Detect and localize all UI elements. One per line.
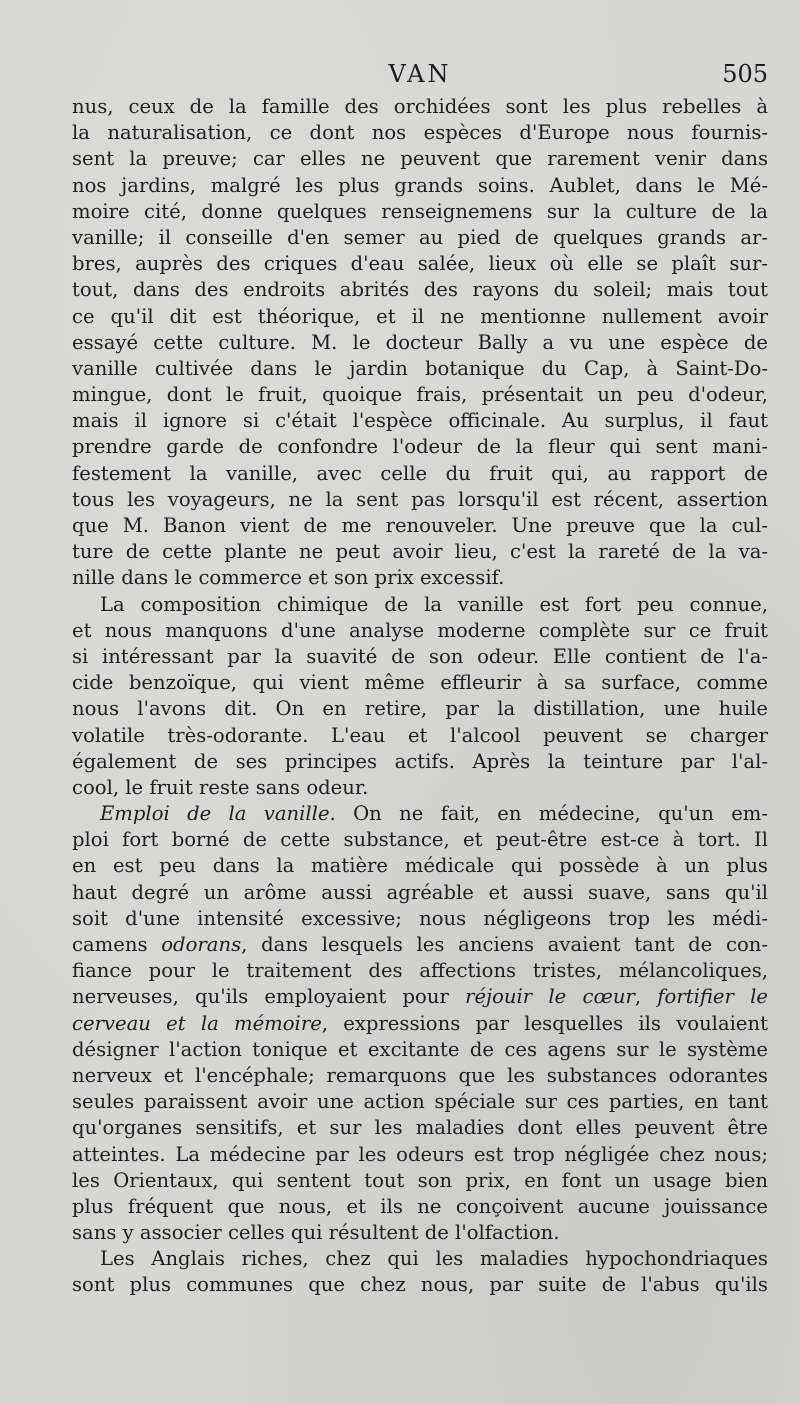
text-line: sent la preuve; car elles ne peuvent que rarement venir dans	[72, 147, 768, 171]
text-run: , expressions par lesquelles ils voulaient	[321, 1011, 768, 1035]
text-line: mais il ignore si c'était l'espèce officinale. Au surplus, il faut	[72, 409, 768, 433]
paragraph-chemistry	[72, 592, 768, 802]
paragraph-english	[72, 1246, 768, 1298]
text-run: On ne fait, en médecine, qu'un em-	[353, 802, 768, 826]
text-line: nerveux et l'encéphale; remarquons que les substances odorantes	[72, 1063, 768, 1087]
text-line: nous l'avons dit. On en retire, par la distillation, une huile	[72, 697, 768, 721]
text-line: désigner l'action tonique et excitante de ces agens sur le système	[72, 1037, 768, 1061]
text-line: bres, auprès des criques d'eau salée, lieux où elle se plaît sur-	[72, 252, 768, 276]
text-line: mingue, dont le fruit, quoique frais, présentait un peu d'odeur,	[72, 383, 768, 407]
text-line: moire cité, donne quelques renseignemens sur la culture de la	[72, 199, 768, 223]
text-line: soit d'une intensité excessive; nous négligeons trop les médi-	[72, 906, 768, 930]
text-line: ture de cette plante ne peut avoir lieu, c'est la rareté de la va-	[72, 540, 768, 564]
text-line: La composition chimique de la vanille est fort peu connue,	[100, 592, 768, 616]
text-line: plus fréquent que nous, et ils ne conçoivent aucune jouissance	[72, 1194, 768, 1218]
text-run: , dans lesquels les anciens avaient tant de con-	[241, 933, 768, 956]
text-line: également de ses principes actifs. Après la teinture par l'al-	[72, 749, 768, 773]
text-line: volatile très-odorante. L'eau et l'alcool peuvent se charger	[72, 723, 768, 747]
text-line: nus, ceux de la famille des orchidées sont les plus rebelles à	[72, 95, 768, 118]
text-run: nerveuses, qu'ils employaient pour	[72, 985, 466, 1009]
text-line: nos jardins, malgré les plus grands soins. Aublet, dans le Mé-	[72, 173, 768, 197]
italic-term: cerveau et la mémoire	[72, 1011, 322, 1035]
text-line: haut degré un arôme aussi agréable et aussi suave, sans qu'il	[72, 880, 768, 904]
text-line: tout, dans des endroits abrités des rayons du soleil; mais tout	[72, 278, 768, 302]
running-head	[72, 58, 768, 92]
text-line: cide benzoïque, qui vient même effleurir à sa surface, comme	[72, 671, 768, 695]
text-line: si intéressant par la suavité de son odeur. Elle contient de l'a-	[72, 644, 768, 668]
paragraph-medical-use	[72, 801, 768, 1246]
text-line: en est peu dans la matière médicale qui possède à un plus	[72, 854, 768, 878]
text-line: vanille cultivée dans le jardin botanique du Cap, à Saint-Do-	[72, 356, 768, 380]
text-line: prendre garde de confondre l'odeur de la fleur qui sent mani-	[72, 435, 768, 459]
text-line: fiance pour le traitement des affections tristes, mélancoliques,	[72, 959, 768, 983]
text-line: ce qu'il dit est théorique, et il ne mentionne nullement avoir	[72, 304, 768, 328]
text-line: ploi fort borné de cette substance, et peut-être est-ce à tort. Il	[72, 828, 768, 852]
text-run: ,	[634, 985, 658, 1009]
text-line: seules paraissent avoir une action spéciale sur ces parties, en tant	[72, 1090, 768, 1114]
body-text	[72, 94, 768, 1299]
italic-term: réjouir le cœur	[465, 985, 635, 1009]
text-line: essayé cette culture. M. le docteur Bally a vu une espèce de	[72, 330, 768, 354]
italic-term: odorans	[161, 933, 242, 956]
text-line	[72, 1011, 768, 1037]
text-line: vanille; il conseille d'en semer au pied de quelques grands ar-	[72, 225, 768, 249]
text-line	[72, 984, 768, 1010]
text-line: sont plus communes que chez nous, par suite de l'abus qu'ils	[72, 1273, 768, 1297]
text-line	[72, 932, 768, 958]
page-number: 505	[722, 60, 768, 88]
text-line: et nous manquons d'une analyse moderne complète sur ce fruit	[72, 618, 768, 642]
text-line	[72, 801, 768, 827]
text-line: festement la vanille, avec celle du fruit qui, au rapport de	[72, 461, 768, 485]
section-heading: Emploi de la vanille.	[100, 802, 336, 826]
paragraph-culture	[72, 94, 768, 592]
text-line: atteintes. La médecine par les odeurs est trop négligée chez nous;	[72, 1142, 768, 1166]
text-line: sans y associer celles qui résultent de l'olfaction.	[72, 1221, 560, 1245]
text-line: nille dans le commerce et son prix excessif.	[72, 566, 505, 590]
text-line: cool, le fruit reste sans odeur.	[72, 775, 369, 799]
text-line: Les Anglais riches, chez qui les maladies hypochondriaques	[100, 1247, 768, 1271]
text-run: camens	[72, 933, 162, 956]
text-line: la naturalisation, ce dont nos espèces d'Europe nous fournis-	[72, 121, 768, 145]
text-line: les Orientaux, qui sentent tout son prix, en font un usage bien	[72, 1168, 768, 1192]
text-line: tous les voyageurs, ne la sent pas lorsqu'il est récent, assertion	[72, 487, 768, 511]
text-line: que M. Banon vient de me renouveler. Une preuve que la cul-	[72, 514, 768, 537]
text-line: qu'organes sensitifs, et sur les maladies dont elles peuvent être	[72, 1116, 768, 1140]
running-head-title: VAN	[388, 60, 452, 88]
italic-term: fortifier le	[657, 985, 768, 1009]
